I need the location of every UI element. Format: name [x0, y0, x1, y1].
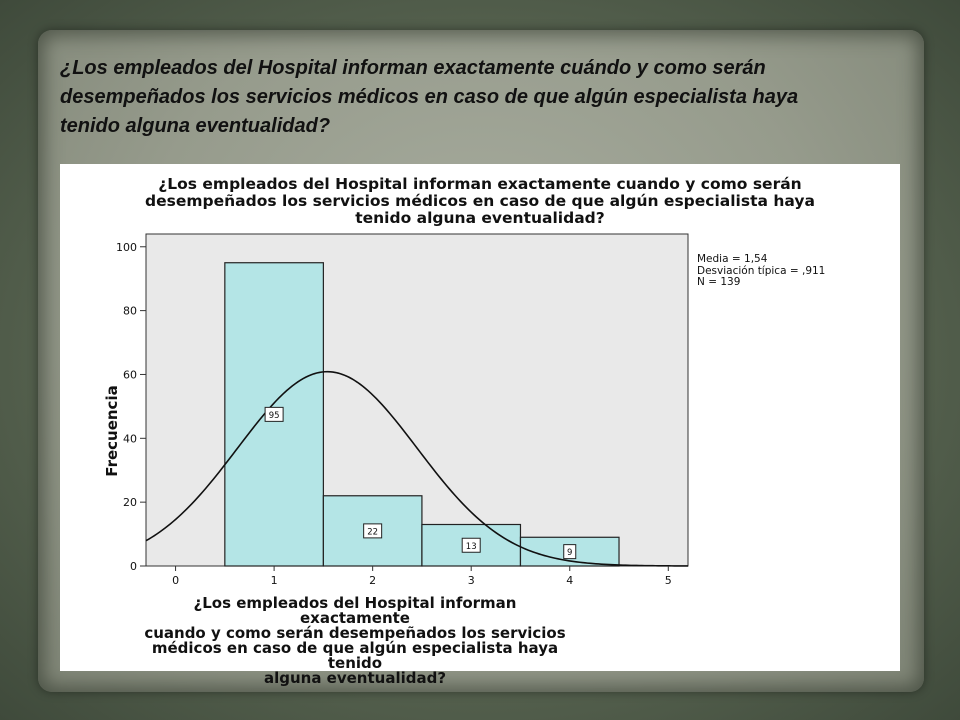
y-tick-label: 40: [123, 432, 137, 446]
x-tick-label: 0: [172, 574, 180, 587]
y-tick-label: 20: [123, 496, 137, 510]
data-label: 22: [367, 527, 379, 538]
chart-title-line: ¿Los empleados del Hospital informan exactamente cuando y como serán: [158, 175, 802, 193]
x-axis-label-line: cuando y como serán desempeñados los servicios: [144, 624, 566, 642]
x-tick-label: 5: [664, 574, 672, 587]
stat-mean: Media = 1,54: [697, 253, 768, 265]
y-tick-label: 60: [123, 368, 137, 382]
y-axis-label: Frecuencia: [103, 385, 121, 477]
y-tick-label: 100: [116, 240, 137, 254]
data-label: 9: [567, 548, 573, 559]
x-tick-label: 3: [467, 574, 475, 587]
stats-legend: [697, 254, 825, 289]
stat-std-dev: Desviación típica = ,911: [697, 264, 826, 277]
stat-n: N = 139: [697, 276, 741, 288]
slide-title: ¿Los empleados del Hospital informan exactamente cuándo y como serán desempeñados los servicios médicos en caso de que algún especialista haya tenido alguna eventualidad?: [60, 57, 799, 137]
data-label: 13: [465, 541, 477, 552]
y-tick-label: 80: [123, 304, 137, 318]
chart-title-line: tenido alguna eventualidad?: [355, 209, 605, 227]
x-tick-label: 2: [369, 574, 377, 587]
x-axis-label-line: médicos en caso de que algún especialista haya tenido: [151, 639, 559, 672]
chart-title-line: desempeñados los servicios médicos en caso de que algún especialista haya: [145, 192, 815, 210]
x-axis-label-line: ¿Los empleados del Hospital informan exactamente: [193, 594, 517, 627]
x-axis-label: [140, 596, 570, 686]
chart-panel: [60, 164, 900, 687]
data-label: 95: [268, 410, 280, 421]
x-tick-label: 4: [566, 574, 574, 587]
x-tick-label: 1: [270, 574, 278, 587]
y-tick-label: 0: [130, 560, 137, 573]
x-axis-label-line: alguna eventualidad?: [263, 669, 447, 687]
